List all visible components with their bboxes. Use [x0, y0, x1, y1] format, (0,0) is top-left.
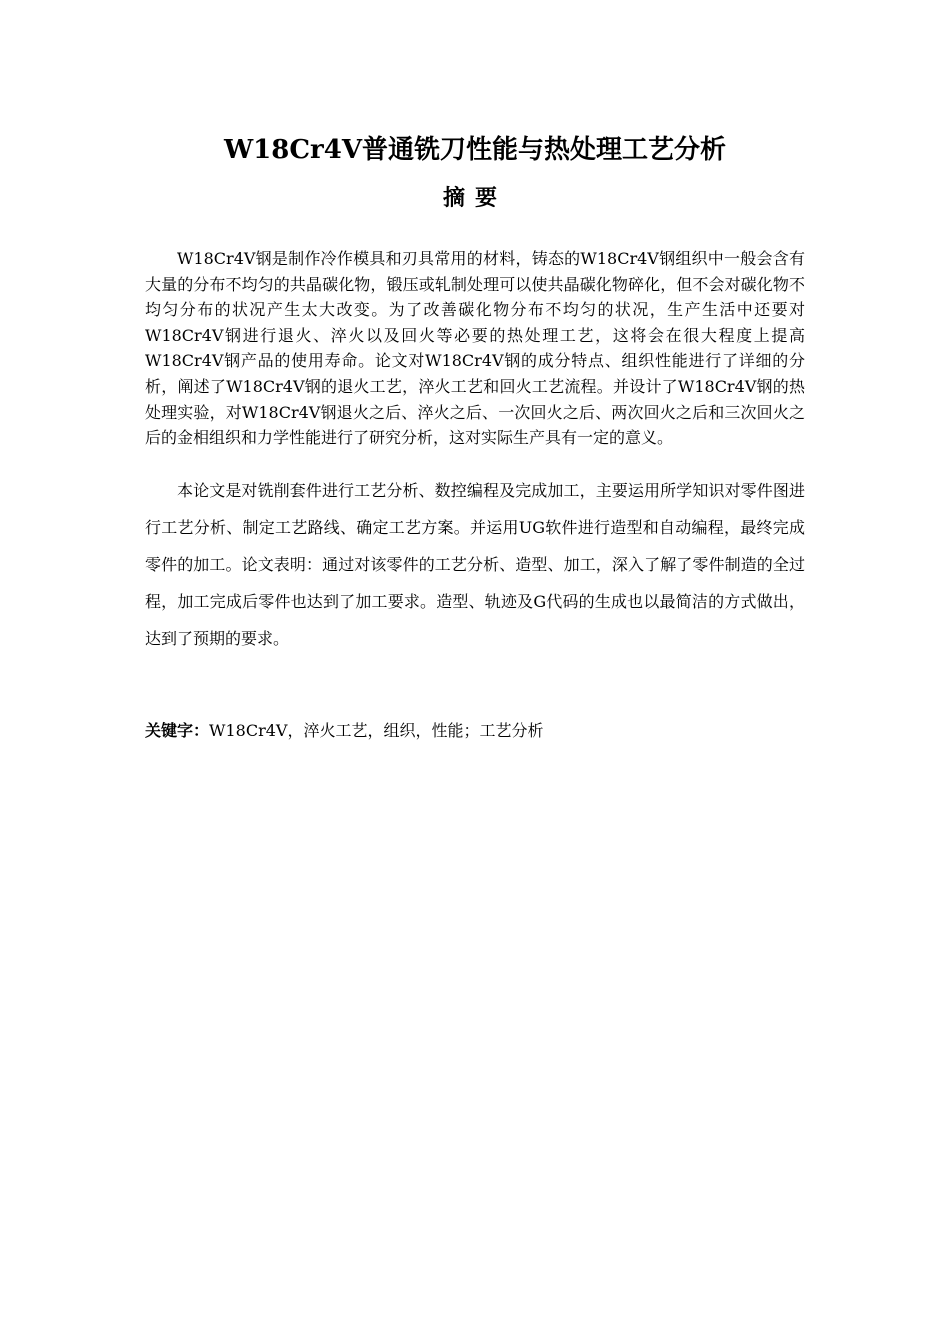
keywords-line — [145, 718, 805, 744]
abstract-heading: 摘要 — [442, 185, 507, 211]
document-title: W18Cr4V普通铣刀性能与热处理工艺分析 — [223, 135, 727, 165]
keywords-text: W18Cr4V，淬火工艺，组织，性能；工艺分析 — [209, 721, 544, 740]
abstract-paragraph-1: W18Cr4V钢是制作冷作模具和刃具常用的材料，铸态的W18Cr4V钢组织中一般会含有大量的分布不均匀的共晶碳化物，锻压或轧制处理可以使共晶碳化物碎化，但不会对碳化物不均匀分布的状况产生太大改变。为了改善碳化物分布不均匀的状况，生产生活中还要对W18Cr4V钢进行退火、淬火以及回火等必要的热处理工艺，这将会在很大程度上提高W18Cr4V钢产品的使用寿命。论文对W18Cr4V钢的成分特点、组织性能进行了详细的分析，阐述了W18Cr4V钢的退火工艺，淬火工艺和回火工艺流程。并设计了W18Cr4V钢的热处理实验，对W18Cr4V钢退火之后、淬火之后、一次回火之后、两次回火之后和三次回火之后的金相组织和力学性能进行了研究分析，这对实际生产具有一定的意义。 — [145, 249, 805, 448]
keywords-label: 关键字： — [145, 721, 210, 740]
abstract-paragraph-2: 本论文是对铣削套件进行工艺分析、数控编程及完成加工，主要运用所学知识对零件图进行工艺分析、制定工艺路线、确定工艺方案。并运用UG软件进行造型和自动编程，最终完成零件的加工。论文表明：通过对该零件的工艺分析、造型、加工，深入了解了零件制造的全过程，加工完成后零件也达到了加工要求。造型、轨迹及G代码的生成也以最简洁的方式做出，达到了预期的要求。 — [145, 481, 805, 648]
